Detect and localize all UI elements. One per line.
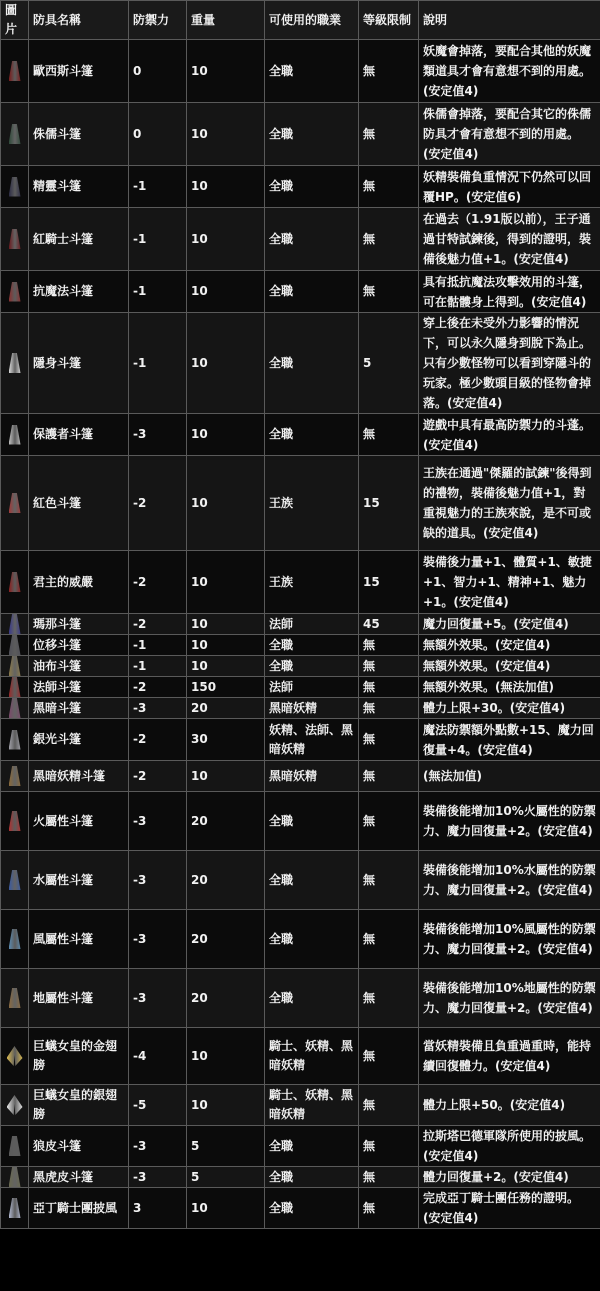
table-row <box>1 677 600 698</box>
item-description: 當妖精裝備且負重過重時，能持續回復體力。(安定值4) <box>419 1028 600 1085</box>
item-defense: -2 <box>129 677 187 698</box>
table-row <box>1 614 600 635</box>
header-class: 可使用的職業 <box>265 1 359 40</box>
item-defense: -2 <box>129 614 187 635</box>
item-image-cell <box>1 1167 29 1188</box>
item-description: 無額外效果。(無法加值) <box>419 677 600 698</box>
item-image-cell <box>1 910 29 969</box>
item-level: 5 <box>359 313 419 414</box>
item-name: 油布斗篷 <box>29 656 129 677</box>
header-weight: 重量 <box>187 1 265 40</box>
item-name: 抗魔法斗篷 <box>29 271 129 313</box>
item-weight: 10 <box>187 761 265 792</box>
item-weight: 10 <box>187 313 265 414</box>
item-defense: 0 <box>129 103 187 166</box>
green-cloak-icon <box>9 124 21 144</box>
item-class: 全職 <box>265 313 359 414</box>
item-name: 地屬性斗篷 <box>29 969 129 1028</box>
table-row <box>1 635 600 656</box>
item-level: 無 <box>359 677 419 698</box>
item-level: 無 <box>359 698 419 719</box>
header-row <box>1 1 600 40</box>
item-defense: -1 <box>129 635 187 656</box>
red-cloak-icon <box>9 572 21 592</box>
item-class: 法師 <box>265 677 359 698</box>
item-level: 無 <box>359 761 419 792</box>
item-description: 王族在通過"傑羅的試鍊"後得到的禮物，裝備後魅力值+1，對重視魅力的王族來說，是不可或缺的道具。(安定值4) <box>419 456 600 551</box>
item-class: 全職 <box>265 208 359 271</box>
table-row <box>1 761 600 792</box>
table-row <box>1 1028 600 1085</box>
item-description: 裝備後能增加10%地屬性的防禦力、魔力回復量+2。(安定值4) <box>419 969 600 1028</box>
item-defense: -1 <box>129 166 187 208</box>
item-level: 無 <box>359 719 419 761</box>
item-level: 無 <box>359 1167 419 1188</box>
brown-cloak-icon <box>9 988 21 1008</box>
item-level: 無 <box>359 851 419 910</box>
table-row <box>1 313 600 414</box>
item-class: 全職 <box>265 166 359 208</box>
table-row <box>1 1188 600 1229</box>
item-weight: 10 <box>187 1188 265 1229</box>
item-weight: 10 <box>187 414 265 456</box>
item-image-cell <box>1 1188 29 1229</box>
table-row <box>1 1085 600 1126</box>
item-image-cell <box>1 656 29 677</box>
item-defense: -3 <box>129 698 187 719</box>
item-class: 騎士、妖精、黑暗妖精 <box>265 1028 359 1085</box>
red-cloak-icon <box>9 677 21 697</box>
item-image-cell <box>1 761 29 792</box>
item-class: 全職 <box>265 635 359 656</box>
item-defense: -2 <box>129 551 187 614</box>
item-level: 45 <box>359 614 419 635</box>
item-class: 黑暗妖精 <box>265 698 359 719</box>
item-weight: 10 <box>187 1085 265 1126</box>
item-name: 侏儒斗篷 <box>29 103 129 166</box>
item-description: 魔法防禦額外點數+15、魔力回復量+4。(安定值4) <box>419 719 600 761</box>
purple-cloak-icon <box>9 698 21 718</box>
item-image-cell <box>1 551 29 614</box>
item-image-cell <box>1 40 29 103</box>
item-level: 無 <box>359 166 419 208</box>
item-image-cell <box>1 166 29 208</box>
item-level: 無 <box>359 40 419 103</box>
item-defense: -3 <box>129 851 187 910</box>
blue-cloak-icon <box>9 870 21 890</box>
item-name: 巨蟻女皇的金翅膀 <box>29 1028 129 1085</box>
item-level: 無 <box>359 792 419 851</box>
item-image-cell <box>1 1126 29 1167</box>
item-defense: -2 <box>129 456 187 551</box>
item-image-cell <box>1 1085 29 1126</box>
item-image-cell <box>1 1028 29 1085</box>
item-description: (無法加值) <box>419 761 600 792</box>
item-name: 瑪那斗篷 <box>29 614 129 635</box>
item-level: 無 <box>359 1126 419 1167</box>
item-defense: 0 <box>129 40 187 103</box>
item-image-cell <box>1 792 29 851</box>
item-class: 王族 <box>265 456 359 551</box>
table-row <box>1 271 600 313</box>
brown-cloak-icon <box>9 766 21 786</box>
item-description: 體力上限+50。(安定值4) <box>419 1085 600 1126</box>
table-row <box>1 851 600 910</box>
item-weight: 10 <box>187 656 265 677</box>
item-class: 騎士、妖精、黑暗妖精 <box>265 1085 359 1126</box>
item-defense: -3 <box>129 1126 187 1167</box>
item-level: 無 <box>359 1028 419 1085</box>
item-level: 無 <box>359 208 419 271</box>
tan-cloak-icon <box>9 656 21 676</box>
item-name: 水屬性斗篷 <box>29 851 129 910</box>
item-level: 無 <box>359 969 419 1028</box>
tiger-cloak-icon <box>9 1167 21 1187</box>
item-class: 黑暗妖精 <box>265 761 359 792</box>
table-row <box>1 103 600 166</box>
table-row <box>1 969 600 1028</box>
item-description: 裝備後力量+1、體質+1、敏捷+1、智力+1、精神+1、魅力+1。(安定值4) <box>419 551 600 614</box>
item-weight: 10 <box>187 635 265 656</box>
item-class: 全職 <box>265 969 359 1028</box>
item-defense: 3 <box>129 1188 187 1229</box>
item-name: 位移斗篷 <box>29 635 129 656</box>
item-name: 火屬性斗篷 <box>29 792 129 851</box>
item-name: 君主的威嚴 <box>29 551 129 614</box>
header-description: 說明 <box>419 1 600 40</box>
item-weight: 20 <box>187 851 265 910</box>
item-level: 無 <box>359 103 419 166</box>
header-name: 防具名稱 <box>29 1 129 40</box>
item-image-cell <box>1 103 29 166</box>
item-name: 保護者斗篷 <box>29 414 129 456</box>
item-name: 黑暗斗篷 <box>29 698 129 719</box>
silver-cloak-icon <box>9 730 21 750</box>
item-image-cell <box>1 208 29 271</box>
header-level: 等級限制 <box>359 1 419 40</box>
item-weight: 20 <box>187 910 265 969</box>
table-row <box>1 551 600 614</box>
table-row <box>1 792 600 851</box>
item-defense: -1 <box>129 313 187 414</box>
item-description: 妖精裝備負重情況下仍然可以回覆HP。(安定值6) <box>419 166 600 208</box>
table-row <box>1 656 600 677</box>
header-defense: 防禦力 <box>129 1 187 40</box>
item-name: 精靈斗篷 <box>29 166 129 208</box>
item-class: 全職 <box>265 40 359 103</box>
item-description: 裝備後能增加10%風屬性的防禦力、魔力回復量+2。(安定值4) <box>419 910 600 969</box>
item-image-cell <box>1 677 29 698</box>
item-defense: -1 <box>129 656 187 677</box>
white-cloak-icon <box>9 353 21 373</box>
item-image-cell <box>1 969 29 1028</box>
item-class: 妖精、法師、黑暗妖精 <box>265 719 359 761</box>
item-name: 銀光斗篷 <box>29 719 129 761</box>
item-level: 無 <box>359 414 419 456</box>
gray-cloak-icon <box>9 635 21 655</box>
item-class: 全職 <box>265 851 359 910</box>
item-class: 王族 <box>265 551 359 614</box>
item-name: 巨蟻女皇的銀翅膀 <box>29 1085 129 1126</box>
item-image-cell <box>1 313 29 414</box>
item-level: 無 <box>359 910 419 969</box>
table-row <box>1 208 600 271</box>
item-name: 風屬性斗篷 <box>29 910 129 969</box>
item-class: 全職 <box>265 1188 359 1229</box>
item-weight: 10 <box>187 166 265 208</box>
dark-cloak-icon <box>9 177 21 197</box>
item-description: 遊戲中具有最高防禦力的斗蓬。(安定值4) <box>419 414 600 456</box>
item-weight: 150 <box>187 677 265 698</box>
table-row <box>1 1126 600 1167</box>
table-row <box>1 1167 600 1188</box>
table-row <box>1 698 600 719</box>
item-weight: 30 <box>187 719 265 761</box>
item-weight: 10 <box>187 208 265 271</box>
item-image-cell <box>1 414 29 456</box>
item-description: 無額外效果。(安定值4) <box>419 635 600 656</box>
item-defense: -3 <box>129 414 187 456</box>
item-description: 體力上限+30。(安定值4) <box>419 698 600 719</box>
item-description: 妖魔會掉落，要配合其他的妖魔類道具才會有意想不到的用處。(安定值4) <box>419 40 600 103</box>
header-image: 圖片 <box>1 1 29 40</box>
item-weight: 20 <box>187 698 265 719</box>
item-name: 紅色斗篷 <box>29 456 129 551</box>
item-description: 裝備後能增加10%水屬性的防禦力、魔力回復量+2。(安定值4) <box>419 851 600 910</box>
wolf-cloak-icon <box>9 1136 21 1156</box>
table-row <box>1 166 600 208</box>
item-level: 無 <box>359 1085 419 1126</box>
item-defense: -3 <box>129 1167 187 1188</box>
gold-wings-icon <box>7 1046 23 1066</box>
item-defense: -5 <box>129 1085 187 1126</box>
blue-cloak-icon <box>9 929 21 949</box>
table-row <box>1 910 600 969</box>
item-description: 魔力回復量+5。(安定值4) <box>419 614 600 635</box>
item-description: 穿上後在未受外力影響的情況下，可以永久隱身到脫下為止。只有少數怪物可以看到穿隱斗的玩家。極少數頭目級的怪物會掉落。(安定值4) <box>419 313 600 414</box>
item-class: 全職 <box>265 1167 359 1188</box>
item-name: 法師斗篷 <box>29 677 129 698</box>
table-row <box>1 414 600 456</box>
table-row <box>1 40 600 103</box>
item-class: 全職 <box>265 792 359 851</box>
blue-cloak-icon <box>9 614 21 634</box>
item-description: 無額外效果。(安定值4) <box>419 656 600 677</box>
item-class: 法師 <box>265 614 359 635</box>
item-description: 拉斯塔巴德軍隊所使用的披風。(安定值4) <box>419 1126 600 1167</box>
red-cloak-icon <box>9 282 21 302</box>
item-defense: -3 <box>129 792 187 851</box>
item-name: 隱身斗篷 <box>29 313 129 414</box>
item-level: 15 <box>359 456 419 551</box>
item-weight: 10 <box>187 40 265 103</box>
red-cloak-icon <box>9 229 21 249</box>
knight-cape-icon <box>9 1198 21 1218</box>
item-name: 狼皮斗篷 <box>29 1126 129 1167</box>
item-weight: 20 <box>187 792 265 851</box>
item-level: 15 <box>359 551 419 614</box>
item-defense: -1 <box>129 271 187 313</box>
item-class: 全職 <box>265 656 359 677</box>
item-image-cell <box>1 851 29 910</box>
item-name: 亞丁騎士團披風 <box>29 1188 129 1229</box>
table-row <box>1 719 600 761</box>
item-name: 黑虎皮斗篷 <box>29 1167 129 1188</box>
item-weight: 10 <box>187 103 265 166</box>
item-image-cell <box>1 614 29 635</box>
item-weight: 10 <box>187 551 265 614</box>
item-image-cell <box>1 698 29 719</box>
item-class: 全職 <box>265 271 359 313</box>
item-image-cell <box>1 456 29 551</box>
item-class: 全職 <box>265 414 359 456</box>
item-weight: 5 <box>187 1167 265 1188</box>
item-name: 歐西斯斗篷 <box>29 40 129 103</box>
item-weight: 10 <box>187 614 265 635</box>
item-level: 無 <box>359 635 419 656</box>
item-defense: -1 <box>129 208 187 271</box>
item-class: 全職 <box>265 1126 359 1167</box>
item-description: 在過去（1.91版以前），王子通過甘特試鍊後，得到的證明，裝備後魅力值+1。(安定值4) <box>419 208 600 271</box>
item-description: 裝備後能增加10%火屬性的防禦力、魔力回復量+2。(安定值4) <box>419 792 600 851</box>
item-weight: 20 <box>187 969 265 1028</box>
item-defense: -2 <box>129 719 187 761</box>
item-level: 無 <box>359 1188 419 1229</box>
item-weight: 10 <box>187 456 265 551</box>
item-image-cell <box>1 271 29 313</box>
table-row <box>1 456 600 551</box>
item-description: 侏儒會掉落，要配合其它的侏儒防具才會有意想不到的用處。(安定值4) <box>419 103 600 166</box>
red-cloak-icon <box>9 493 21 513</box>
red-cloak-icon <box>9 61 21 81</box>
item-description: 具有抵抗魔法攻擊效用的斗篷，可在骷髏身上得到。(安定值4) <box>419 271 600 313</box>
item-defense: -3 <box>129 969 187 1028</box>
item-name: 黑暗妖精斗篷 <box>29 761 129 792</box>
white-cloak-icon <box>9 425 21 445</box>
item-weight: 10 <box>187 271 265 313</box>
red-cloak-icon <box>9 811 21 831</box>
item-weight: 5 <box>187 1126 265 1167</box>
item-description: 體力回復量+2。(安定值4) <box>419 1167 600 1188</box>
item-image-cell <box>1 719 29 761</box>
item-description: 完成亞丁騎士團任務的證明。(安定值4) <box>419 1188 600 1229</box>
item-image-cell <box>1 635 29 656</box>
item-level: 無 <box>359 656 419 677</box>
item-defense: -4 <box>129 1028 187 1085</box>
item-defense: -3 <box>129 910 187 969</box>
item-class: 全職 <box>265 910 359 969</box>
item-weight: 10 <box>187 1028 265 1085</box>
silver-wings-icon <box>7 1095 23 1115</box>
item-name: 紅騎士斗篷 <box>29 208 129 271</box>
item-level: 無 <box>359 271 419 313</box>
item-defense: -2 <box>129 761 187 792</box>
item-class: 全職 <box>265 103 359 166</box>
